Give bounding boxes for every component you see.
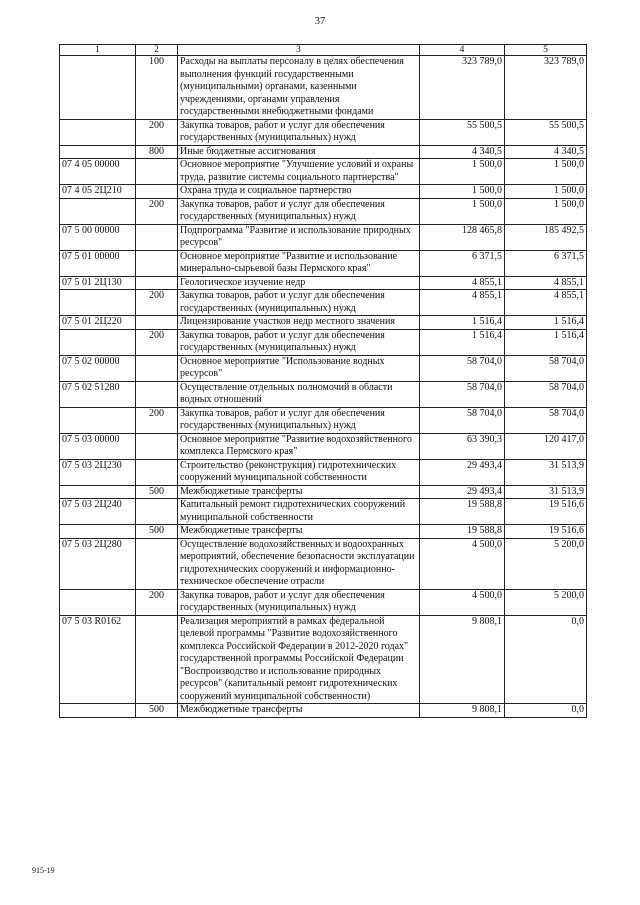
article-name: Межбюджетные трансферты [178, 704, 420, 718]
table-row [60, 381, 587, 407]
page-number: 37 [314, 16, 326, 27]
article-name: Лицензирование участков недр местного значения [178, 316, 420, 330]
target-article-code [60, 704, 136, 718]
article-name: Межбюджетные трансферты [178, 525, 420, 539]
amount-first-year: 1 500,0 [420, 198, 505, 224]
expense-type-code [136, 316, 178, 330]
amount-second-year: 1 500,0 [505, 198, 587, 224]
amount-first-year: 9 808,1 [420, 704, 505, 718]
expense-type-code: 500 [136, 485, 178, 499]
article-name: Основное мероприятие "Использование водных ресурсов" [178, 355, 420, 381]
amount-second-year: 1 516,4 [505, 329, 587, 355]
article-name: Геологическое изучение недр [178, 276, 420, 290]
expense-type-code: 200 [136, 119, 178, 145]
column-header: 2 [136, 45, 178, 56]
amount-second-year: 5 200,0 [505, 538, 587, 589]
table-row [60, 159, 587, 185]
table-header-row [60, 45, 587, 56]
table-row [60, 433, 587, 459]
expense-type-code [136, 499, 178, 525]
table-row [60, 224, 587, 250]
expense-type-code: 100 [136, 56, 178, 120]
expense-type-code: 200 [136, 589, 178, 615]
article-name: Основное мероприятие "Развитие и использование минерально-сырьевой базы Пермского края" [178, 250, 420, 276]
expense-type-code [136, 185, 178, 199]
target-article-code: 07 5 03 2Ц240 [60, 499, 136, 525]
table-row [60, 329, 587, 355]
article-name: Реализация мероприятий в рамках федеральной целевой программы "Развитие водохозяйственного комплекса Российской Федерации в 2012-2020 годах" государственной программы Российской Федерации "Воспроизводство и использование природных ресурсов" (капитальный ремонт гидротехнических сооружений муниципальной собственности) [178, 615, 420, 704]
table-row [60, 615, 587, 704]
table-row [60, 56, 587, 120]
target-article-code: 07 5 01 2Ц220 [60, 316, 136, 330]
table-row [60, 355, 587, 381]
expense-type-code: 200 [136, 329, 178, 355]
expense-type-code [136, 381, 178, 407]
target-article-code [60, 329, 136, 355]
article-name: Осуществление отдельных полномочий в области водных отношений [178, 381, 420, 407]
amount-first-year: 9 808,1 [420, 615, 505, 704]
table-row [60, 145, 587, 159]
expense-type-code [136, 459, 178, 485]
expense-type-code [136, 224, 178, 250]
article-name: Осуществление водохозяйственных и водоохранных мероприятий, обеспечение безопасности эксплуатации гидротехнических сооружений и информационно-техническое обеспечение отрасли [178, 538, 420, 589]
target-article-code [60, 485, 136, 499]
amount-second-year: 19 516,6 [505, 525, 587, 539]
column-header: 3 [178, 45, 420, 56]
amount-first-year: 1 500,0 [420, 159, 505, 185]
target-article-code: 07 5 02 51280 [60, 381, 136, 407]
target-article-code: 07 5 03 R0162 [60, 615, 136, 704]
amount-first-year: 58 704,0 [420, 407, 505, 433]
expense-type-code [136, 159, 178, 185]
amount-second-year: 0,0 [505, 615, 587, 704]
amount-second-year: 0,0 [505, 704, 587, 718]
expense-type-code [136, 433, 178, 459]
article-name: Основное мероприятие "Улучшение условий и охраны труда, развитие системы социального партнерства" [178, 159, 420, 185]
amount-first-year: 58 704,0 [420, 355, 505, 381]
amount-first-year: 4 855,1 [420, 276, 505, 290]
article-name: Закупка товаров, работ и услуг для обеспечения государственных (муниципальных) нужд [178, 119, 420, 145]
amount-second-year: 4 855,1 [505, 290, 587, 316]
amount-first-year: 4 500,0 [420, 589, 505, 615]
table-row [60, 119, 587, 145]
expense-type-code: 200 [136, 407, 178, 433]
amount-first-year: 4 340,5 [420, 145, 505, 159]
article-name: Закупка товаров, работ и услуг для обеспечения государственных (муниципальных) нужд [178, 589, 420, 615]
table-row [60, 316, 587, 330]
amount-second-year: 5 200,0 [505, 589, 587, 615]
expense-type-code [136, 615, 178, 704]
amount-second-year: 55 500,5 [505, 119, 587, 145]
amount-first-year: 58 704,0 [420, 381, 505, 407]
column-header: 1 [60, 45, 136, 56]
target-article-code: 07 5 02 00000 [60, 355, 136, 381]
amount-second-year: 31 513,9 [505, 459, 587, 485]
amount-second-year: 58 704,0 [505, 355, 587, 381]
target-article-code: 07 5 03 2Ц280 [60, 538, 136, 589]
target-article-code [60, 525, 136, 539]
article-name: Закупка товаров, работ и услуг для обеспечения государственных (муниципальных) нужд [178, 329, 420, 355]
target-article-code [60, 407, 136, 433]
amount-first-year: 1 516,4 [420, 316, 505, 330]
expense-type-code: 800 [136, 145, 178, 159]
table-row [60, 485, 587, 499]
table-row [60, 704, 587, 718]
article-name: Межбюджетные трансферты [178, 485, 420, 499]
expense-type-code [136, 355, 178, 381]
target-article-code [60, 119, 136, 145]
amount-first-year: 4 500,0 [420, 538, 505, 589]
target-article-code [60, 589, 136, 615]
target-article-code: 07 5 00 00000 [60, 224, 136, 250]
article-name: Подпрограмма "Развитие и использование природных ресурсов" [178, 224, 420, 250]
target-article-code: 07 4 05 2Ц210 [60, 185, 136, 199]
amount-first-year: 1 500,0 [420, 185, 505, 199]
table-row [60, 185, 587, 199]
article-name: Основное мероприятие "Развитие водохозяйственного комплекса Пермского края" [178, 433, 420, 459]
amount-first-year: 19 588,8 [420, 525, 505, 539]
target-article-code [60, 198, 136, 224]
table-row [60, 589, 587, 615]
table-row [60, 538, 587, 589]
amount-first-year: 29 493,4 [420, 485, 505, 499]
article-name: Иные бюджетные ассигнования [178, 145, 420, 159]
expense-type-code [136, 538, 178, 589]
table-row [60, 198, 587, 224]
target-article-code: 07 5 01 00000 [60, 250, 136, 276]
expense-type-code: 500 [136, 525, 178, 539]
table-row [60, 407, 587, 433]
amount-second-year: 4 855,1 [505, 276, 587, 290]
expense-type-code: 200 [136, 198, 178, 224]
target-article-code: 07 5 03 00000 [60, 433, 136, 459]
amount-first-year: 55 500,5 [420, 119, 505, 145]
target-article-code [60, 56, 136, 120]
article-name: Закупка товаров, работ и услуг для обеспечения государственных (муниципальных) нужд [178, 290, 420, 316]
amount-first-year: 128 465,8 [420, 224, 505, 250]
article-name: Охрана труда и социальное партнерство [178, 185, 420, 199]
amount-second-year: 1 516,4 [505, 316, 587, 330]
amount-second-year: 323 789,0 [505, 56, 587, 120]
footer-document-code: 915-19 [32, 866, 55, 875]
expense-type-code: 200 [136, 290, 178, 316]
budget-table [59, 44, 587, 718]
article-name: Закупка товаров, работ и услуг для обеспечения государственных (муниципальных) нужд [178, 198, 420, 224]
table-row [60, 276, 587, 290]
table-row [60, 250, 587, 276]
amount-second-year: 31 513,9 [505, 485, 587, 499]
amount-first-year: 6 371,5 [420, 250, 505, 276]
amount-second-year: 58 704,0 [505, 381, 587, 407]
amount-first-year: 63 390,3 [420, 433, 505, 459]
amount-second-year: 185 492,5 [505, 224, 587, 250]
amount-second-year: 19 516,6 [505, 499, 587, 525]
expense-type-code [136, 250, 178, 276]
amount-first-year: 19 588,8 [420, 499, 505, 525]
target-article-code: 07 5 03 2Ц230 [60, 459, 136, 485]
target-article-code [60, 290, 136, 316]
amount-second-year: 120 417,0 [505, 433, 587, 459]
column-header: 4 [420, 45, 505, 56]
table-row [60, 499, 587, 525]
table-row [60, 290, 587, 316]
article-name: Капитальный ремонт гидротехнических сооружений муниципальной собственности [178, 499, 420, 525]
amount-second-year: 4 340,5 [505, 145, 587, 159]
expense-type-code [136, 276, 178, 290]
column-header: 5 [505, 45, 587, 56]
article-name: Строительство (реконструкция) гидротехнических сооружений муниципальной собственности [178, 459, 420, 485]
amount-first-year: 4 855,1 [420, 290, 505, 316]
amount-first-year: 323 789,0 [420, 56, 505, 120]
amount-second-year: 1 500,0 [505, 185, 587, 199]
target-article-code [60, 145, 136, 159]
amount-first-year: 1 516,4 [420, 329, 505, 355]
article-name: Расходы на выплаты персоналу в целях обеспечения выполнения функций государственными (муниципальными) органами, казенными учреждениями, органами управления государственными внебюджетными фондами [178, 56, 420, 120]
target-article-code: 07 4 05 00000 [60, 159, 136, 185]
amount-first-year: 29 493,4 [420, 459, 505, 485]
table-row [60, 459, 587, 485]
table-body [60, 56, 587, 718]
article-name: Закупка товаров, работ и услуг для обеспечения государственных (муниципальных) нужд [178, 407, 420, 433]
table-row [60, 525, 587, 539]
amount-second-year: 1 500,0 [505, 159, 587, 185]
expense-type-code: 500 [136, 704, 178, 718]
amount-second-year: 58 704,0 [505, 407, 587, 433]
target-article-code: 07 5 01 2Ц130 [60, 276, 136, 290]
amount-second-year: 6 371,5 [505, 250, 587, 276]
